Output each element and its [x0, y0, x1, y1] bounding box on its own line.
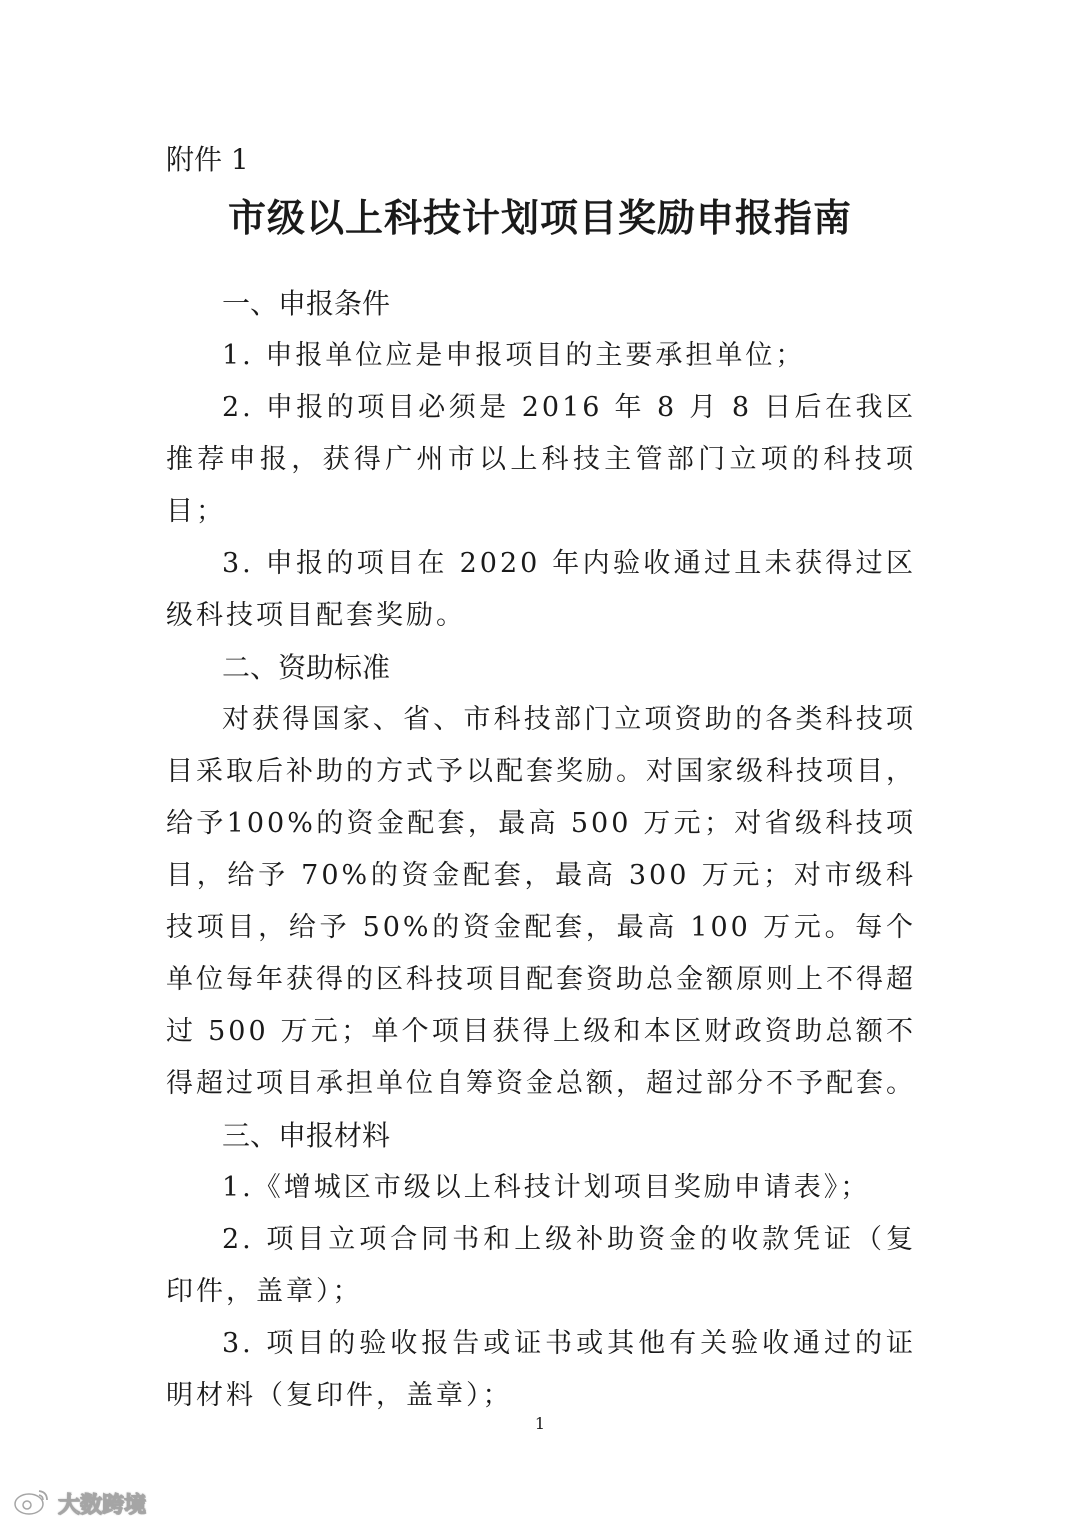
section-funding-standard [166, 642, 916, 1110]
paragraph: 对获得国家、省、市科技部门立项资助的各类科技项目采取后补助的方式予以配套奖励。对国家级科技项目，给予100%的资金配套，最高 500 万元；对省级科技项目，给予 70%的资金配套，最高 300 万元；对市级科技项目，给予 50%的资金配套，最高 100 万元。每个单位每年获得的区科技项目配套资助总金额原则上不得超过 500 万元；单个项目获得上级和本区财政资助总额不得超过项目承担单位自筹资金总额，超过部分不予配套。 [166, 704, 916, 1099]
paragraph: 2. 项目立项合同书和上级补助资金的收款凭证（复印件，盖章）； [166, 1224, 916, 1307]
watermark [12, 1486, 146, 1520]
section-application-materials [166, 1110, 916, 1422]
section-application-conditions [166, 278, 916, 642]
weibo-logo-icon [12, 1486, 52, 1520]
section-heading: 一、申报条件 [222, 287, 391, 320]
paragraph: 1.《增城区市级以上科技计划项目奖励申请表》； [222, 1172, 871, 1203]
watermark-text: 大数跨境 [58, 1492, 147, 1518]
document-title: 市级以上科技计划项目奖励申报指南 [227, 196, 852, 240]
attachment-label: 附件 1 [166, 143, 249, 176]
paragraph: 1. 申报单位应是申报项目的主要承担单位； [222, 340, 806, 371]
document-body [166, 278, 916, 1422]
page-number: 1 [534, 1414, 546, 1433]
paragraph: 2. 申报的项目必须是 2016 年 8 月 8 日后在我区推荐申报，获得广州市以上科技主管部门立项的科技项目； [166, 392, 916, 527]
paragraph: 3. 项目的验收报告或证书或其他有关验收通过的证明材料（复印件，盖章）； [166, 1328, 916, 1411]
paragraph: 3. 申报的项目在 2020 年内验收通过且未获得过区级科技项目配套奖励。 [166, 548, 916, 631]
section-heading: 三、申报材料 [222, 1119, 391, 1152]
section-heading: 二、资助标准 [222, 651, 391, 684]
